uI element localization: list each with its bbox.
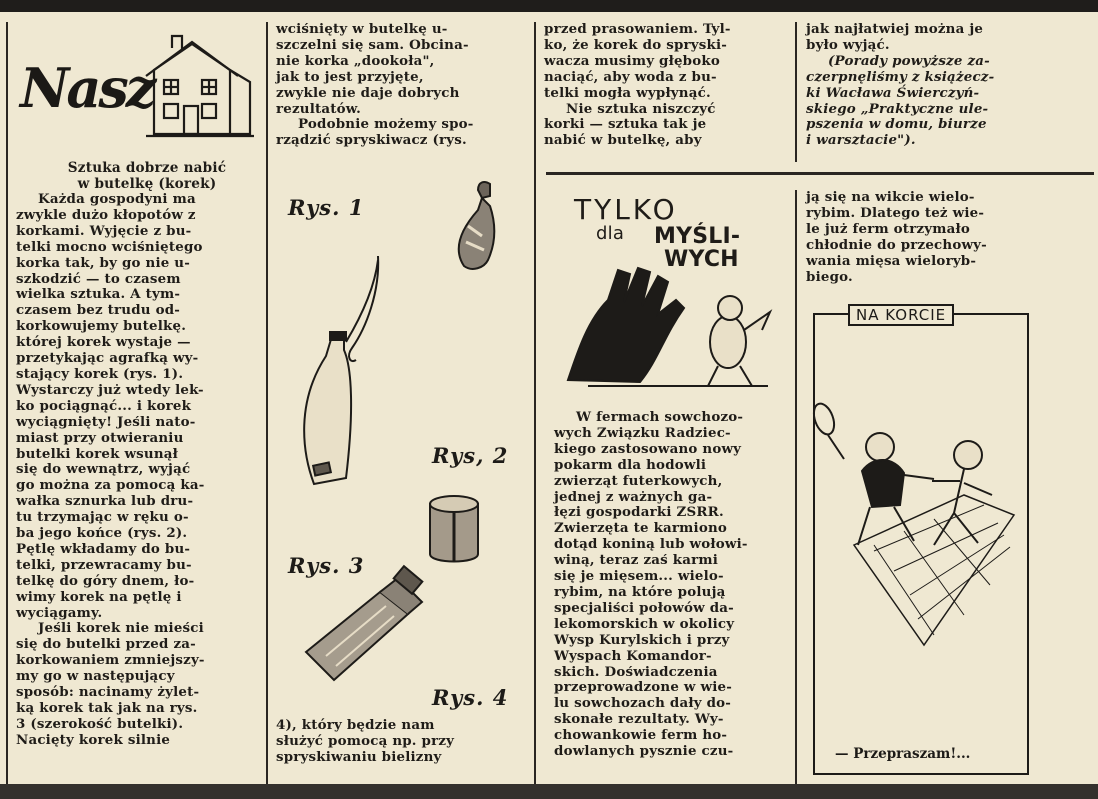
text-line: Nie sztuka niszczyć — [566, 100, 716, 117]
figure-label-rys-1: Rys. 1 — [288, 195, 365, 220]
text-line: korkowujemy butelkę. — [16, 318, 187, 335]
text-line: le już ferm otrzymało — [806, 220, 970, 237]
text-line: skonałe rezultaty. Wy- — [554, 711, 724, 728]
text-line: dowlanych pysznie czu- — [554, 743, 734, 760]
text-line: dotąd koniną lub wołowi- — [554, 536, 748, 553]
text-line: szkodzić — to czasem — [16, 270, 181, 287]
column-rule-2 — [266, 22, 268, 784]
logo-line-wych: WYCH — [664, 247, 739, 272]
text-line: nie korka „dookoła", — [276, 52, 435, 69]
text-line: W fermach sowchozo- — [576, 409, 744, 425]
text-line: ką korek tak jak na rys. — [16, 700, 198, 716]
hunters-hand-and-figure-illustration — [548, 247, 778, 390]
cut-cork-illustration — [424, 492, 484, 567]
column-4-bottom — [806, 190, 1046, 285]
text-line: ją się na wikcie wielo- — [806, 189, 975, 205]
text-line: stający korek (rys. 1). — [16, 365, 184, 382]
text-line: lu sowchozach dały do- — [554, 695, 732, 712]
text-line: pokarm dla hodowli — [554, 456, 707, 473]
text-line: kiego zastosowano nowy — [554, 440, 742, 457]
text-line: szczelni się sam. Obcina- — [276, 36, 469, 53]
text-line: wciśnięty w butelkę u- — [276, 21, 448, 37]
text-line: korka tak, by go nie u- — [16, 254, 191, 271]
text-line: ki Wacława Świerczyń- — [806, 84, 980, 101]
text-line: rządzić spryskiwacz (rys. — [276, 132, 467, 149]
text-line: 3 (szerokość butelki). — [16, 715, 184, 732]
column-2-bottom-body — [276, 718, 526, 766]
cartoon-title: NA KORCIE — [848, 304, 954, 326]
text-line: wych Związku Radziec- — [554, 424, 731, 441]
text-line: 4), który będzie nam — [276, 717, 435, 733]
column-1-article — [16, 160, 256, 749]
text-line: Nacięty korek silnie — [16, 731, 171, 748]
text-line: nabić w butelkę, aby — [544, 132, 702, 149]
text-line: było wyjąć. — [806, 36, 890, 53]
column-1-body — [16, 192, 256, 749]
figure-label-rys-2: Rys, 2 — [432, 443, 509, 468]
figure-label-rys-4: Rys. 4 — [432, 685, 509, 710]
text-line: pszenia w domu, biurze — [806, 116, 987, 133]
text-line: spryskiwaniu bielizny — [276, 748, 442, 765]
text-line: korkowaniem zmniejszy- — [16, 652, 205, 669]
text-line: chowankowie ferm ho- — [554, 727, 728, 744]
text-line: Podobnie możemy spo- — [298, 116, 474, 133]
text-line: specjaliści połowów da- — [554, 599, 734, 616]
text-line: jak najłatwiej można je — [806, 21, 984, 37]
figure-label-rys-3: Rys. 3 — [288, 553, 365, 578]
text-line: jednej z ważnych ga- — [554, 488, 713, 505]
text-line: miast przy otwieraniu — [16, 429, 184, 446]
text-line: Każda gospodyni ma — [38, 191, 196, 207]
column-2-top-body — [276, 22, 526, 149]
text-line: i warsztacie"). — [806, 132, 916, 149]
text-line: przed prasowaniem. Tyl- — [544, 21, 731, 37]
bottle-with-string-loop-illustration — [286, 252, 396, 492]
logo-line-tylko: TYLKO — [574, 193, 678, 226]
text-line: Pętlę wkładamy do bu- — [16, 540, 191, 557]
article-heading-line-1: Sztuka dobrze nabić — [67, 160, 227, 176]
text-line: wimy korek na pętlę i — [16, 588, 182, 605]
text-line: my go w następujący — [16, 668, 175, 685]
text-line: się je mięsem... wielo- — [554, 568, 724, 585]
text-line: chłodnie do przechowy- — [806, 236, 987, 253]
cartoon-caption: — Przepraszam!... — [835, 746, 971, 762]
text-line: rezultatów. — [276, 100, 362, 117]
text-line: służyć pomocą np. przy — [276, 732, 455, 749]
text-line: jak to jest przyjęte, — [276, 68, 424, 85]
text-line: skiego „Praktyczne ule- — [806, 100, 989, 117]
text-line: (Porady powyższe za- — [828, 52, 990, 69]
text-line: się do butelki przed za- — [16, 636, 196, 653]
text-line: się do wewnątrz, wyjąć — [16, 461, 191, 478]
column-3-top — [544, 22, 786, 149]
text-line: butelki korek wsunął — [16, 445, 179, 462]
column-rule-4 — [795, 22, 797, 162]
text-line: biego. — [806, 268, 853, 285]
text-line: wania mięsa wieloryb- — [806, 252, 977, 269]
text-line: ba jego końce (rys. 2). — [16, 525, 188, 542]
text-line: Zwierzęta te karmiono — [554, 520, 728, 537]
text-line: wacza musimy głęboko — [544, 52, 720, 69]
text-line: czerpnęliśmy z książecz- — [806, 68, 995, 85]
text-line: zwierząt futerkowych, — [554, 472, 723, 489]
column-3-top-body — [544, 22, 786, 149]
column-4-bottom-body — [806, 190, 1046, 285]
column-4-top-body — [806, 22, 1046, 149]
text-line: winą, teraz zaś karmi — [554, 552, 718, 569]
text-line: wyciągamy. — [16, 604, 103, 621]
text-line: telki mogła wypłynąć. — [544, 84, 711, 101]
text-line: Wyspach Komandor- — [554, 647, 712, 664]
text-line: zwykle dużo kłopotów z — [16, 206, 196, 223]
text-line: telkę do góry dnem, ło- — [16, 572, 195, 589]
section-rule — [546, 172, 1094, 175]
text-line: Wysp Kurylskich i przy — [554, 631, 730, 648]
article-heading-line-2: w butelkę (korek) — [77, 176, 217, 192]
logo-text: Nasz — [20, 56, 154, 120]
text-line: go można za pomocą ka- — [16, 477, 205, 494]
top-border — [0, 0, 1098, 12]
hunters-article — [554, 410, 786, 760]
tennis-players-illustration — [814, 395, 1024, 705]
text-line: sposób: nacinamy żylet- — [16, 684, 200, 701]
text-line: czasem bez trudu od- — [16, 302, 181, 319]
text-line: telki, przewracamy bu- — [16, 556, 192, 573]
column-rule-3 — [534, 22, 536, 784]
text-line: ko pociągnąć... i korek — [16, 397, 192, 414]
text-line: przeprowadzone w wie- — [554, 679, 732, 696]
logo-line-mysli: MYŚLI- — [654, 224, 741, 249]
column-2-top — [276, 22, 526, 149]
text-line: Jeśli korek nie mieści — [38, 620, 204, 637]
text-line: telki mocno wciśniętego — [16, 238, 203, 255]
text-line: wałka sznurka lub dru- — [16, 493, 194, 510]
column-rule-1 — [6, 22, 8, 784]
text-line: łęzi gospodarki ZSRR. — [554, 504, 724, 521]
column-2-bottom — [276, 718, 526, 766]
text-line: tu trzymając w ręku o- — [16, 509, 189, 526]
logo-line-dla: dla — [596, 223, 625, 244]
hunters-article-body — [554, 410, 786, 760]
column-4-top — [806, 22, 1046, 149]
text-line: Wystarczy już wtedy lek- — [16, 381, 204, 398]
text-line: lekomorskich w okolicy — [554, 615, 735, 632]
text-line: skich. Doświadczenia — [554, 663, 718, 680]
text-line: wielka sztuka. A tym- — [16, 286, 181, 303]
text-line: ko, że korek do spryski- — [544, 36, 727, 53]
text-line: korkami. Wyjęcie z bu- — [16, 222, 192, 239]
text-line: której korek wystaje — — [16, 334, 191, 351]
text-line: korki — sztuka tak je — [544, 116, 707, 133]
text-line: rybim, na które polują — [554, 583, 726, 600]
column-rule-5 — [795, 190, 797, 784]
bottom-border — [0, 784, 1098, 799]
bottle-with-safety-pin-illustration — [432, 176, 532, 276]
sprinkler-bottle-illustration — [300, 572, 450, 687]
text-line: wyciągnięty! Jeśli nato- — [16, 413, 196, 430]
text-line: przetykając agrafką wy- — [16, 350, 199, 367]
text-line: naciąć, aby woda z bu- — [544, 68, 717, 85]
text-line: zwykle nie daje dobrych — [276, 84, 460, 101]
text-line: rybim. Dlatego też wie- — [806, 204, 985, 221]
